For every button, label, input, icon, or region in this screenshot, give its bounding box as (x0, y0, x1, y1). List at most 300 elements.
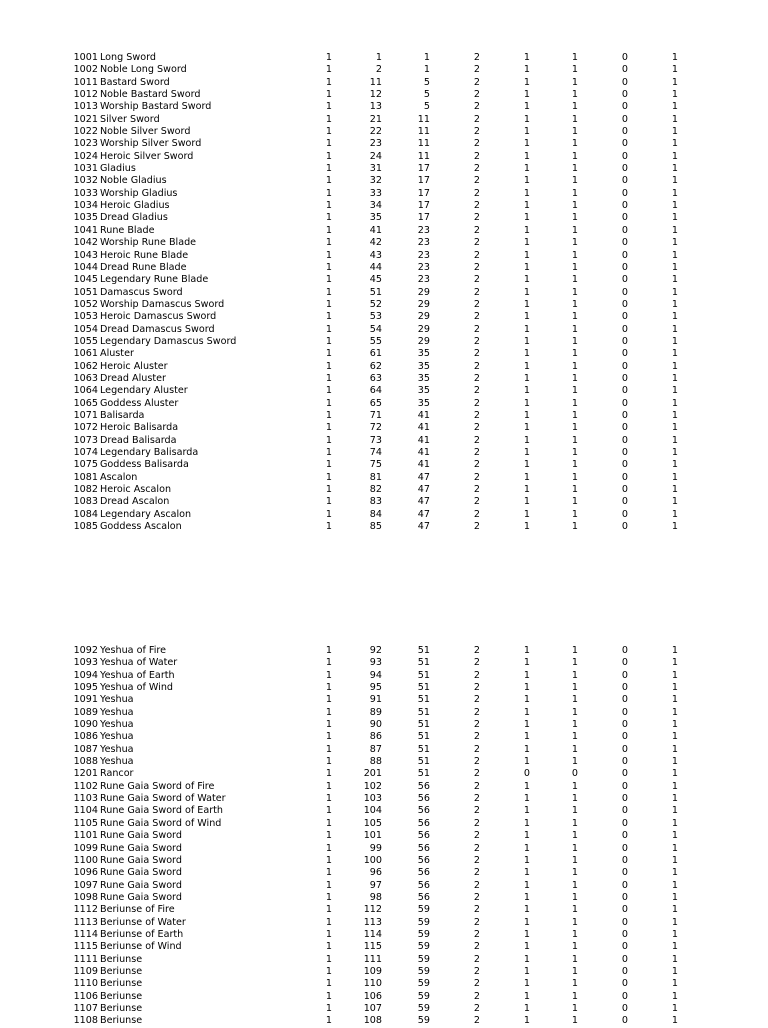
col-7: 0 (621, 682, 628, 694)
item-name: Noble Bastard Sword (100, 89, 201, 101)
col-5: 1 (523, 830, 530, 842)
col-2: 97 (369, 879, 382, 891)
col-7: 0 (621, 941, 628, 953)
col-8: 1 (671, 978, 678, 990)
col-3: 51 (417, 669, 430, 681)
col-1: 1 (325, 484, 332, 496)
col-6: 1 (571, 447, 578, 458)
table-row (0, 805, 768, 817)
col-5: 1 (523, 879, 530, 891)
item-id: 1109 (73, 965, 98, 977)
col-1: 1 (325, 817, 332, 829)
item-name: Dread Gladius (100, 212, 168, 224)
item-id: 1075 (73, 459, 98, 471)
item-table-top (0, 52, 768, 533)
item-id: 1087 (73, 743, 98, 755)
col-6: 1 (571, 706, 578, 718)
item-id: 1100 (73, 854, 98, 866)
col-5: 1 (523, 978, 530, 990)
col-4: 2 (473, 286, 480, 298)
item-name: Dread Aluster (100, 372, 166, 384)
col-2: 82 (369, 484, 382, 496)
col-4: 2 (473, 879, 480, 891)
col-2: 71 (369, 409, 382, 421)
col-2: 101 (363, 830, 382, 842)
col-3: 59 (417, 965, 430, 977)
col-2: 107 (363, 1002, 382, 1014)
col-1: 1 (325, 471, 332, 483)
col-8: 1 (671, 904, 678, 916)
item-id: 1053 (73, 311, 98, 323)
col-8: 1 (671, 965, 678, 977)
col-1: 1 (325, 311, 332, 323)
item-name: Heroic Gladius (100, 200, 170, 212)
col-1: 1 (325, 385, 332, 397)
col-6: 1 (571, 830, 578, 842)
col-6: 1 (571, 719, 578, 731)
item-name: Worship Damascus Sword (100, 298, 225, 310)
col-5: 1 (523, 731, 530, 743)
col-1: 1 (325, 200, 332, 212)
item-name: Beriunse (100, 990, 143, 1002)
item-id: 1021 (73, 113, 98, 125)
col-3: 29 (417, 335, 430, 347)
col-2: 41 (369, 224, 382, 236)
col-8: 1 (671, 298, 678, 310)
col-8: 1 (671, 261, 678, 273)
col-5: 1 (523, 941, 530, 953)
col-3: 11 (417, 138, 430, 150)
col-2: 87 (369, 743, 382, 755)
col-8: 1 (671, 521, 678, 533)
col-4: 2 (473, 669, 480, 681)
col-7: 0 (621, 89, 628, 101)
item-name: Rancor (100, 768, 134, 780)
col-4: 2 (473, 953, 480, 965)
col-5: 1 (523, 212, 530, 224)
item-name: Yeshua of Earth (100, 669, 175, 681)
col-7: 0 (621, 434, 628, 446)
col-3: 23 (417, 224, 430, 236)
col-4: 2 (473, 928, 480, 940)
col-7: 0 (621, 459, 628, 471)
col-3: 56 (417, 817, 430, 829)
col-6: 1 (571, 298, 578, 310)
col-5: 1 (523, 682, 530, 694)
col-6: 1 (571, 422, 578, 434)
col-5: 1 (523, 694, 530, 706)
col-2: 52 (369, 298, 382, 310)
item-id: 1115 (73, 941, 98, 953)
col-2: 94 (369, 669, 382, 681)
col-5: 1 (523, 990, 530, 1002)
col-4: 2 (473, 978, 480, 990)
table-row (0, 398, 768, 410)
col-3: 11 (417, 113, 430, 125)
col-5: 1 (523, 163, 530, 175)
col-7: 0 (621, 335, 628, 347)
col-1: 1 (325, 237, 332, 249)
col-8: 1 (671, 101, 678, 113)
item-id: 1090 (73, 719, 98, 731)
col-8: 1 (671, 224, 678, 236)
col-2: 73 (369, 434, 382, 446)
item-name: Dread Damascus Sword (100, 323, 215, 335)
col-1: 1 (325, 805, 332, 817)
col-8: 1 (671, 471, 678, 483)
col-3: 56 (417, 879, 430, 891)
col-6: 1 (571, 854, 578, 866)
table-row (0, 77, 768, 89)
col-4: 2 (473, 261, 480, 273)
col-6: 1 (571, 978, 578, 990)
col-8: 1 (671, 891, 678, 903)
col-6: 1 (571, 175, 578, 187)
col-6: 1 (571, 89, 578, 101)
item-id: 1098 (73, 891, 98, 903)
col-6: 1 (571, 187, 578, 199)
col-1: 1 (325, 150, 332, 162)
table-row (0, 707, 768, 719)
item-name: Beriunse of Water (100, 916, 186, 928)
col-5: 1 (523, 447, 530, 458)
item-id: 1099 (73, 842, 98, 854)
item-name: Dread Balisarda (100, 434, 177, 446)
item-id: 1084 (73, 508, 98, 520)
col-6: 1 (571, 965, 578, 977)
col-2: 74 (369, 447, 382, 458)
col-5: 1 (523, 904, 530, 916)
col-8: 1 (671, 719, 678, 731)
col-5: 1 (523, 274, 530, 286)
col-7: 0 (621, 904, 628, 916)
col-5: 1 (523, 175, 530, 187)
item-id: 1201 (73, 768, 98, 780)
col-4: 2 (473, 311, 480, 323)
col-8: 1 (671, 817, 678, 829)
col-4: 2 (473, 249, 480, 261)
col-2: 43 (369, 249, 382, 261)
col-2: 104 (363, 805, 382, 817)
col-3: 59 (417, 1002, 430, 1014)
col-3: 56 (417, 793, 430, 805)
col-6: 1 (571, 990, 578, 1002)
col-1: 1 (325, 1015, 332, 1027)
col-8: 1 (671, 249, 678, 261)
col-3: 51 (417, 768, 430, 780)
col-1: 1 (325, 249, 332, 261)
col-2: 22 (369, 126, 382, 138)
col-4: 2 (473, 657, 480, 669)
col-7: 0 (621, 249, 628, 261)
table-row (0, 188, 768, 200)
table-row (0, 114, 768, 126)
col-3: 51 (417, 719, 430, 731)
col-2: 85 (369, 521, 382, 533)
col-1: 1 (325, 89, 332, 101)
col-1: 1 (325, 694, 332, 706)
col-6: 1 (571, 1002, 578, 1014)
col-1: 1 (325, 657, 332, 669)
col-5: 1 (523, 867, 530, 879)
col-1: 1 (325, 645, 332, 656)
item-name: Rune Gaia Sword (100, 891, 182, 903)
item-name: Worship Bastard Sword (100, 101, 212, 113)
col-2: 24 (369, 150, 382, 162)
item-name: Heroic Balisarda (100, 422, 179, 434)
col-2: 83 (369, 496, 382, 508)
col-6: 1 (571, 756, 578, 768)
col-2: 111 (363, 953, 382, 965)
col-1: 1 (325, 163, 332, 175)
col-6: 1 (571, 237, 578, 249)
item-id: 1023 (73, 138, 98, 150)
col-8: 1 (671, 89, 678, 101)
col-8: 1 (671, 1002, 678, 1014)
col-3: 59 (417, 1015, 430, 1027)
col-1: 1 (325, 372, 332, 384)
col-8: 1 (671, 694, 678, 706)
col-7: 0 (621, 657, 628, 669)
col-8: 1 (671, 447, 678, 458)
col-8: 1 (671, 175, 678, 187)
col-6: 1 (571, 335, 578, 347)
table-row (0, 954, 768, 966)
col-8: 1 (671, 682, 678, 694)
item-name: Bastard Sword (100, 76, 170, 88)
col-5: 1 (523, 793, 530, 805)
item-id: 1082 (73, 484, 98, 496)
col-3: 35 (417, 372, 430, 384)
item-name: Yeshua (100, 694, 134, 706)
col-2: 95 (369, 682, 382, 694)
item-id: 1105 (73, 817, 98, 829)
col-2: 110 (363, 978, 382, 990)
col-2: 65 (369, 397, 382, 409)
col-1: 1 (325, 768, 332, 780)
table-row (0, 138, 768, 150)
col-7: 0 (621, 101, 628, 113)
col-8: 1 (671, 113, 678, 125)
col-6: 1 (571, 101, 578, 113)
col-2: 105 (363, 817, 382, 829)
col-1: 1 (325, 335, 332, 347)
item-id: 1108 (73, 1015, 98, 1027)
table-row (0, 262, 768, 274)
table-row (0, 793, 768, 805)
col-7: 0 (621, 928, 628, 940)
col-3: 47 (417, 521, 430, 533)
col-7: 0 (621, 496, 628, 508)
item-id: 1107 (73, 1002, 98, 1014)
col-3: 23 (417, 274, 430, 286)
col-3: 47 (417, 496, 430, 508)
item-name: Beriunse of Fire (100, 904, 175, 916)
col-6: 1 (571, 682, 578, 694)
col-2: 113 (363, 916, 382, 928)
col-6: 1 (571, 385, 578, 397)
col-4: 2 (473, 200, 480, 212)
col-1: 1 (325, 113, 332, 125)
col-5: 1 (523, 138, 530, 150)
item-name: Yeshua (100, 706, 134, 718)
col-3: 1 (423, 64, 430, 76)
table-row (0, 966, 768, 978)
item-id: 1101 (73, 830, 98, 842)
col-5: 1 (523, 52, 530, 63)
col-7: 0 (621, 916, 628, 928)
col-4: 2 (473, 459, 480, 471)
col-1: 1 (325, 1002, 332, 1014)
col-7: 0 (621, 385, 628, 397)
col-8: 1 (671, 459, 678, 471)
col-6: 1 (571, 694, 578, 706)
col-2: 23 (369, 138, 382, 150)
col-1: 1 (325, 64, 332, 76)
item-name: Legendary Ascalon (100, 508, 192, 520)
col-7: 0 (621, 780, 628, 792)
col-6: 1 (571, 817, 578, 829)
col-2: 84 (369, 508, 382, 520)
table-row (0, 385, 768, 397)
col-7: 0 (621, 150, 628, 162)
col-8: 1 (671, 731, 678, 743)
col-7: 0 (621, 237, 628, 249)
col-6: 1 (571, 150, 578, 162)
col-8: 1 (671, 126, 678, 138)
col-6: 1 (571, 64, 578, 76)
col-4: 2 (473, 175, 480, 187)
col-5: 1 (523, 719, 530, 731)
col-2: 63 (369, 372, 382, 384)
col-8: 1 (671, 1015, 678, 1027)
col-8: 1 (671, 941, 678, 953)
col-6: 1 (571, 780, 578, 792)
col-6: 1 (571, 113, 578, 125)
col-8: 1 (671, 854, 678, 866)
col-4: 2 (473, 731, 480, 743)
col-4: 2 (473, 719, 480, 731)
col-5: 0 (523, 768, 530, 780)
col-2: 55 (369, 335, 382, 347)
col-2: 33 (369, 187, 382, 199)
col-8: 1 (671, 953, 678, 965)
col-3: 47 (417, 508, 430, 520)
col-3: 5 (423, 89, 430, 101)
col-7: 0 (621, 978, 628, 990)
col-2: 88 (369, 756, 382, 768)
table-row (0, 324, 768, 336)
col-1: 1 (325, 669, 332, 681)
item-name: Yeshua of Wind (100, 682, 173, 694)
col-8: 1 (671, 484, 678, 496)
item-name: Rune Gaia Sword (100, 842, 182, 854)
item-id: 1081 (73, 471, 98, 483)
col-3: 51 (417, 756, 430, 768)
col-4: 2 (473, 854, 480, 866)
item-name: Beriunse (100, 965, 143, 977)
col-8: 1 (671, 385, 678, 397)
col-1: 1 (325, 187, 332, 199)
col-5: 1 (523, 286, 530, 298)
item-name: Aluster (100, 348, 134, 360)
col-8: 1 (671, 311, 678, 323)
col-1: 1 (325, 904, 332, 916)
col-2: 45 (369, 274, 382, 286)
col-4: 2 (473, 768, 480, 780)
col-3: 51 (417, 731, 430, 743)
item-id: 1114 (73, 928, 98, 940)
col-7: 0 (621, 409, 628, 421)
col-4: 2 (473, 52, 480, 63)
table-row (0, 64, 768, 76)
col-7: 0 (621, 261, 628, 273)
col-5: 1 (523, 76, 530, 88)
col-4: 2 (473, 409, 480, 421)
col-1: 1 (325, 434, 332, 446)
table-row (0, 756, 768, 768)
col-1: 1 (325, 496, 332, 508)
col-6: 1 (571, 224, 578, 236)
col-8: 1 (671, 434, 678, 446)
table-row (0, 978, 768, 990)
col-8: 1 (671, 138, 678, 150)
col-4: 2 (473, 990, 480, 1002)
item-name: Rune Gaia Sword of Wind (100, 817, 222, 829)
item-id: 1112 (73, 904, 98, 916)
col-7: 0 (621, 694, 628, 706)
col-7: 0 (621, 805, 628, 817)
col-8: 1 (671, 706, 678, 718)
item-id: 1083 (73, 496, 98, 508)
item-name: Beriunse (100, 1002, 143, 1014)
col-4: 2 (473, 496, 480, 508)
col-5: 1 (523, 187, 530, 199)
table-row (0, 509, 768, 521)
col-3: 41 (417, 422, 430, 434)
col-6: 1 (571, 657, 578, 669)
col-8: 1 (671, 323, 678, 335)
col-7: 0 (621, 743, 628, 755)
col-2: 53 (369, 311, 382, 323)
col-4: 2 (473, 447, 480, 458)
col-1: 1 (325, 953, 332, 965)
col-2: 201 (363, 768, 382, 780)
col-1: 1 (325, 52, 332, 63)
col-6: 1 (571, 904, 578, 916)
col-6: 1 (571, 669, 578, 681)
col-2: 89 (369, 706, 382, 718)
item-name: Yeshua of Fire (100, 645, 166, 656)
item-id: 1088 (73, 756, 98, 768)
col-4: 2 (473, 830, 480, 842)
item-name: Beriunse of Wind (100, 941, 182, 953)
col-3: 56 (417, 842, 430, 854)
col-5: 1 (523, 249, 530, 261)
col-3: 41 (417, 409, 430, 421)
col-5: 1 (523, 1015, 530, 1027)
col-4: 2 (473, 694, 480, 706)
table-row (0, 917, 768, 929)
col-2: 102 (363, 780, 382, 792)
col-7: 0 (621, 953, 628, 965)
table-row (0, 843, 768, 855)
col-3: 17 (417, 200, 430, 212)
col-1: 1 (325, 928, 332, 940)
table-row (0, 287, 768, 299)
col-1: 1 (325, 286, 332, 298)
col-5: 1 (523, 113, 530, 125)
